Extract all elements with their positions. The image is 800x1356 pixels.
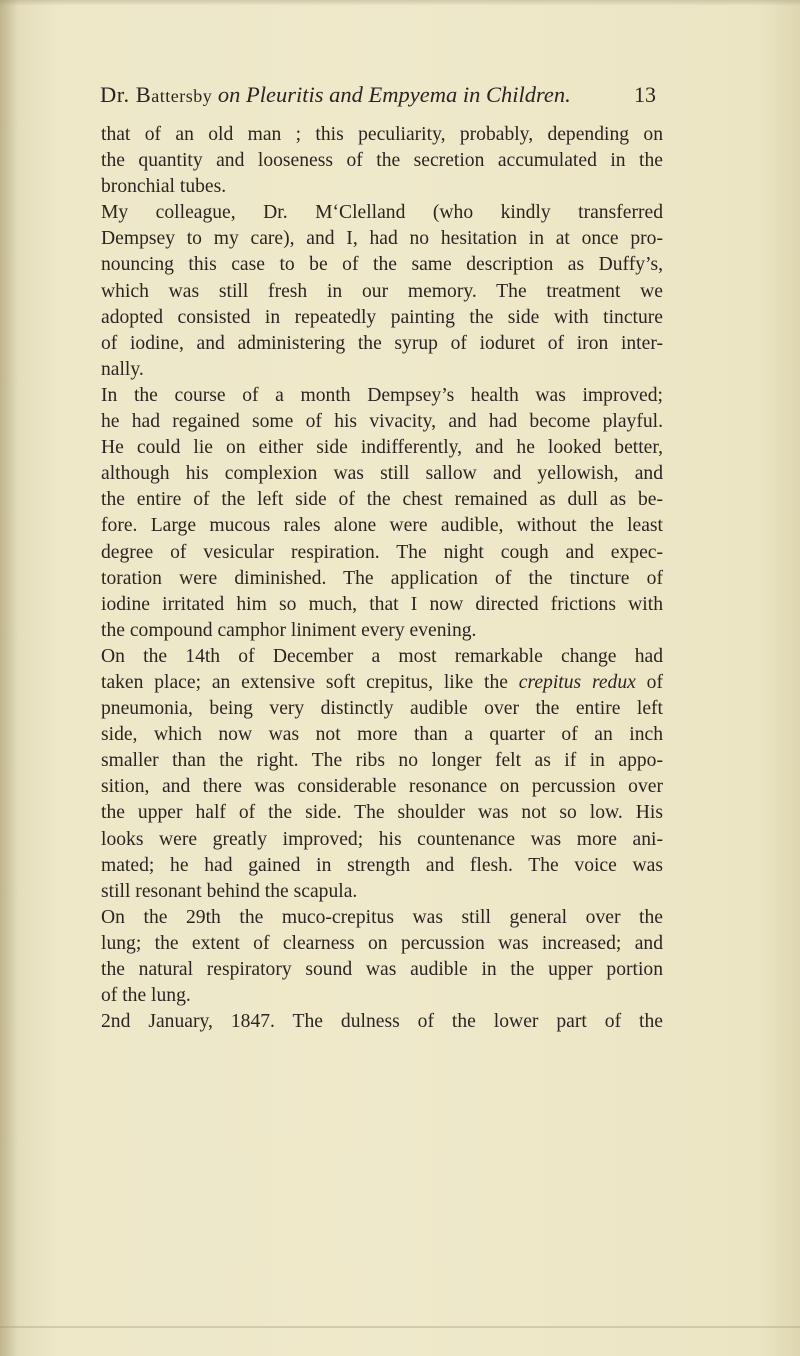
text-line: the quantity and looseness of the secretion accumulated in the <box>101 150 663 172</box>
text-line: nally. <box>101 358 144 380</box>
text-line: He could lie on either side indifferently, and he looked better, <box>101 437 663 459</box>
text-line: which was still fresh in our memory. The treatment we <box>101 280 663 302</box>
text-line: iodine irritated him so much, that I now directed frictions with <box>101 593 663 615</box>
text-line: smaller than the right. The ribs no longer felt as if in appo- <box>101 750 663 772</box>
text-line: sition, and there was considerable resonance on percussion over <box>101 776 663 798</box>
page-bottom-edge <box>0 1326 800 1328</box>
text-line: looks were greatly improved; his countenance was more ani- <box>101 828 663 850</box>
text-line: of iodine, and administering the syrup of ioduret of iron inter- <box>101 332 663 354</box>
text-line: lung; the extent of clearness on percussion was increased; and <box>101 932 663 954</box>
text-line: pneumonia, being very distinctly audible over the entire left <box>101 698 663 720</box>
text-line: In the course of a month Dempsey’s health was improved; <box>101 384 663 406</box>
text-line: adopted consisted in repeatedly painting the side with tincture <box>101 306 663 328</box>
page-top-edge <box>0 0 800 6</box>
header-author: Dr. Battersby <box>100 82 213 107</box>
text-line: bronchial tubes. <box>101 176 227 198</box>
italic-phrase: crepitus redux <box>518 671 636 693</box>
text-line: he had regained some of his vivacity, and had become playful. <box>101 411 663 433</box>
binding-shadow <box>0 0 18 1356</box>
text-line: that of an old man ; this peculiarity, probably, depending on <box>101 124 663 145</box>
header-on: on <box>217 82 241 107</box>
text-line: 2nd January, 1847. The dulness of the lower part of the <box>101 1011 663 1033</box>
text-line: degree of vesicular respiration. The night cough and expec- <box>101 541 663 563</box>
text-line: side, which now was not more than a quarter of an inch <box>101 724 663 746</box>
text-line: Dempsey to my care), and I, had no hesitation in at once pro- <box>101 228 663 250</box>
page-number: 13 <box>634 82 656 107</box>
text-line: mated; he had gained in strength and flesh. The voice was <box>101 854 663 876</box>
body-text <box>101 122 663 1035</box>
text-line: toration were diminished. The application of the tincture of <box>101 567 663 589</box>
text-line: although his complexion was still sallow and yellowish, and <box>101 463 663 485</box>
text-line: the upper half of the side. The shoulder was not so low. His <box>101 802 663 824</box>
text-line: still resonant behind the scapula. <box>101 880 358 902</box>
text-line: fore. Large mucous rales alone were audible, without the least <box>101 515 663 537</box>
text-line: taken place; an extensive soft crepitus, like the crepitus redux of <box>101 671 663 693</box>
text-line: the entire of the left side of the chest remained as dull as be- <box>101 489 663 511</box>
text-line: of the lung. <box>101 985 191 1007</box>
header-title: Pleuritis and Empyema in Children. <box>246 82 571 107</box>
text-line: On the 14th of December a most remarkable change had <box>101 645 663 667</box>
running-header <box>100 78 660 112</box>
text-line: the compound camphor liniment every evening. <box>101 619 477 641</box>
text-line: the natural respiratory sound was audible in the upper portion <box>101 959 663 980</box>
text-line: nouncing this case to be of the same description as Duffy’s, <box>101 254 663 276</box>
text-line: My colleague, Dr. M‘Clelland (who kindly transferred <box>101 202 663 224</box>
text-line: On the 29th the muco-crepitus was still general over the <box>101 906 663 928</box>
